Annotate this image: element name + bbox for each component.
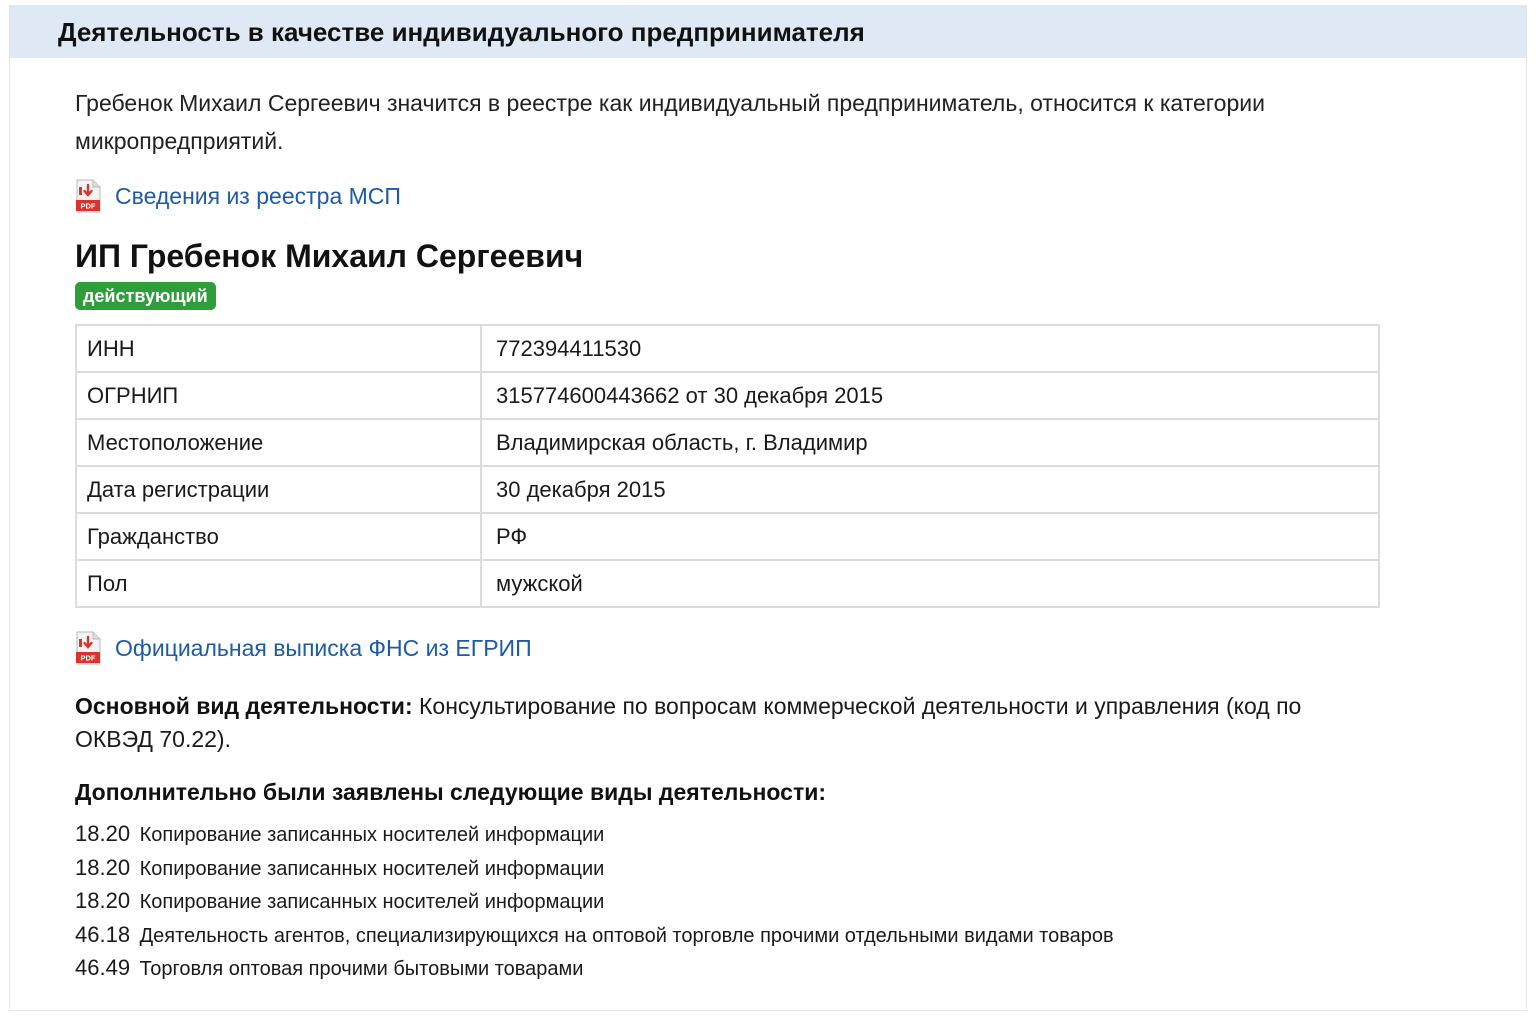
row-value: РФ [481,513,1379,560]
list-item [75,919,1395,953]
panel-title: Деятельность в качестве индивидуального предпринимателя [58,16,865,47]
panel-content [75,58,1395,986]
list-item [75,952,1395,986]
table-row [76,513,1379,560]
okved-name: Торговля оптовая прочими бытовыми товарами [139,958,584,980]
row-key: Гражданство [76,513,481,560]
okved-code: 18.20 [75,821,131,846]
main-activity-text: Консультирование по вопросам коммерческой деятельности и управления (код по ОКВЭД 70.22). [75,693,1302,752]
okved-name: Копирование записанных носителей информации [139,891,605,913]
table-row [76,372,1379,419]
okved-code: 46.18 [75,921,131,947]
svg-text:PDF: PDF [80,653,96,663]
main-activity-label: Основной вид деятельности: [75,693,413,719]
msp-registry-link[interactable] [75,178,1395,214]
row-key: ИНН [76,325,481,372]
list-item [75,818,1395,852]
msp-registry-link-label: Сведения из реестра МСП [115,182,401,209]
okved-code: 18.20 [75,854,131,880]
ip-activity-panel [9,5,1527,1011]
okved-name: Копирование записанных носителей информации [139,857,605,880]
list-item [75,885,1395,919]
main-activity [75,690,1325,756]
okved-name: Деятельность агентов, специализирующихся на оптовой торговле прочими отдельными видами товаров [139,924,1114,947]
row-key: Местоположение [76,419,481,466]
row-value: 315774600443662 от 30 декабря 2015 [481,372,1379,419]
row-value: мужской [481,560,1379,607]
status-badge: действующий [75,282,216,310]
table-row [76,325,1379,372]
pdf-icon [75,631,101,665]
additional-activities-list [75,818,1395,986]
svg-text:PDF: PDF [80,201,96,211]
row-key: ОГРНИП [76,372,481,419]
table-row [76,466,1379,513]
row-value: Владимирская область, г. Владимир [481,419,1379,466]
okved-code: 18.20 [75,888,131,913]
table-row [76,560,1379,607]
additional-activities-title: Дополнительно были заявлены следующие виды деятельности: [75,779,827,805]
table-row [76,419,1379,466]
pdf-icon [75,179,101,213]
okved-name: Копирование записанных носителей информации [139,824,605,846]
row-key: Дата регистрации [76,466,481,513]
entity-name: ИП Гребенок Михаил Сергеевич [75,238,584,274]
row-value: 30 декабря 2015 [481,466,1379,513]
row-key: Пол [76,560,481,607]
fns-extract-link[interactable] [75,630,1395,666]
list-item [75,852,1395,886]
panel-header [10,6,1526,58]
intro-text: Гребенок Михаил Сергеевич значится в реестре как индивидуальный предприниматель, относится к категории микропредприятий. [75,90,1265,154]
fns-extract-link-label: Официальная выписка ФНС из ЕГРИП [115,634,532,661]
entity-info-table [75,324,1380,608]
row-value: 772394411530 [481,325,1379,372]
okved-code: 46.49 [75,955,131,980]
